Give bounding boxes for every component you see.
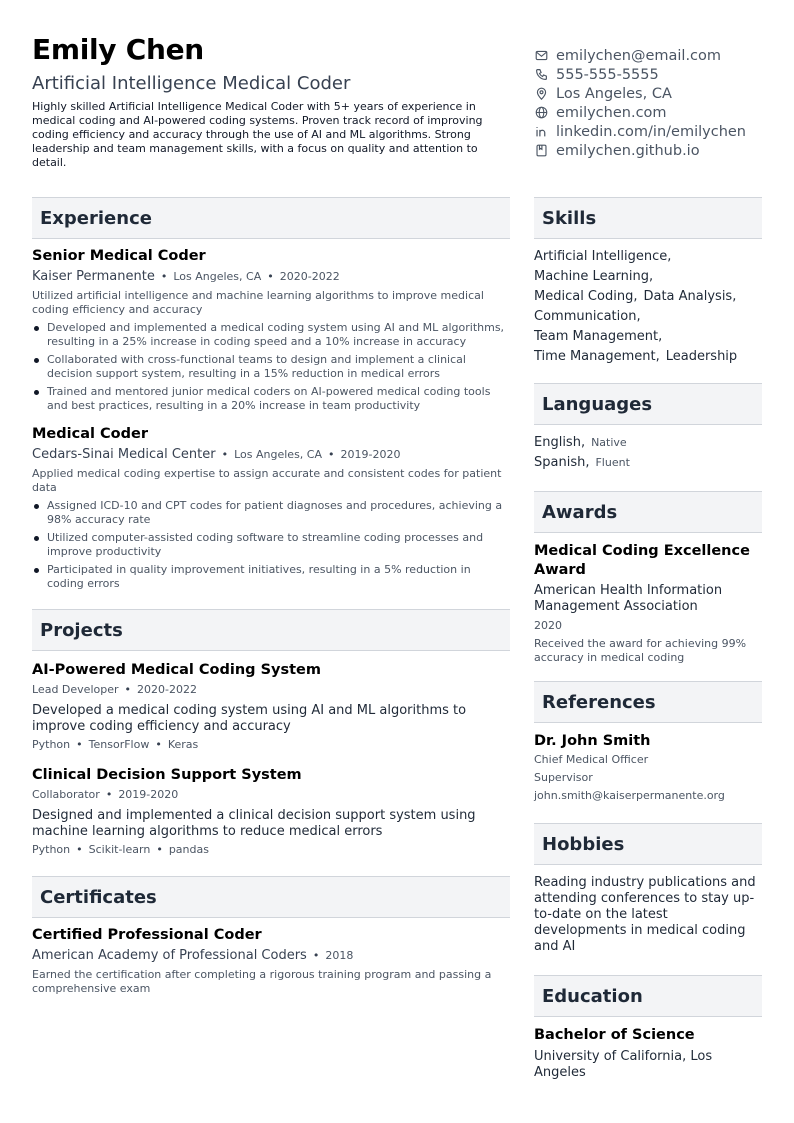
language-name: Spanish, [534, 455, 590, 470]
references-heading: References [534, 681, 762, 723]
project-meta: Lead Developer • 2020-2022 [32, 683, 197, 696]
skill-item: Artificial Intelligence, [534, 249, 672, 264]
job-company: Kaiser Permanente [32, 269, 155, 284]
globe-icon [534, 106, 548, 120]
project-meta: Collaborator • 2019-2020 [32, 788, 179, 801]
languages-heading: Languages [534, 383, 762, 425]
contact-website[interactable] [534, 103, 784, 122]
location-pin-icon [534, 87, 548, 101]
contact-phone[interactable] [534, 65, 784, 84]
project-tags: Python • Scikit-learn • pandas [32, 843, 209, 856]
job-dates: 2019-2020 [340, 448, 401, 461]
contact-location-text: Los Angeles, CA [556, 85, 672, 102]
education-institution: University of California, Los Angeles [534, 1049, 713, 1080]
certificate-issuer: American Academy of Professional Coders [32, 948, 307, 963]
project-title: Clinical Decision Support System [32, 767, 302, 783]
education-heading: Education [534, 975, 762, 1017]
projects-heading: Projects [32, 609, 510, 651]
job-bullet: Utilized computer-assisted coding software to streamline coding processes and improve productivity [32, 531, 510, 559]
award-year: 2020 [534, 619, 562, 632]
reference-relation: Supervisor [534, 771, 593, 784]
language-item [534, 453, 762, 473]
job-meta: Cedars-Sinai Medical Center • Los Angeles, CA • 2019-2020 [32, 447, 401, 462]
job-bullet: Assigned ICD-10 and CPT codes for patient diagnoses and procedures, achieving a 98% accuracy rate [32, 499, 510, 527]
skill-item: Communication, [534, 309, 641, 324]
language-level: Fluent [595, 456, 630, 469]
contact-linkedin[interactable] [534, 122, 784, 141]
linkedin-icon [534, 125, 548, 139]
reference-email[interactable]: john.smith@kaiserpermanente.org [534, 789, 725, 802]
project-role: Lead Developer [32, 683, 119, 696]
project-item [32, 766, 510, 857]
phone-icon [534, 68, 548, 82]
project-description: Designed and implemented a clinical decision support system using machine learning algorithms to reduce medical errors [32, 808, 476, 839]
reference-position: Chief Medical Officer [534, 753, 649, 766]
contact-phone-text: 555-555-5555 [556, 66, 659, 83]
contact-website-text: emilychen.com [556, 104, 667, 121]
award-title: Medical Coding Excellence Award [534, 543, 750, 578]
skill-item: Data Analysis, [643, 289, 737, 304]
certificate-year: 2018 [325, 949, 354, 962]
project-tag: Keras [167, 738, 199, 751]
job-bullets [32, 499, 510, 591]
job-bullets [32, 321, 510, 413]
skills-list [534, 247, 762, 367]
main-column [32, 197, 510, 996]
contact-github[interactable] [534, 141, 784, 160]
certificate-meta: American Academy of Professional Coders • 2018 [32, 948, 354, 963]
project-tags: Python • TensorFlow • Keras [32, 738, 199, 751]
certificates-heading: Certificates [32, 876, 510, 918]
job-company: Cedars-Sinai Medical Center [32, 447, 216, 462]
contact-linkedin-text: linkedin.com/in/emilychen [556, 123, 746, 140]
job-location: Los Angeles, CA [173, 270, 262, 283]
contact-email-text: emilychen@email.com [556, 47, 722, 64]
hobbies-heading: Hobbies [534, 823, 762, 865]
award-item [534, 542, 762, 665]
education-item [534, 1026, 762, 1081]
project-tag: Scikit-learn [88, 843, 151, 856]
project-tag: TensorFlow [88, 738, 150, 751]
certificate-description: Earned the certification after completing a rigorous training program and passing a comprehensive exam [32, 968, 492, 995]
project-role: Collaborator [32, 788, 100, 801]
hobbies-text: Reading industry publications and attending conferences to stay up-to-date on the latest developments in medical coding and AI [534, 875, 756, 954]
skill-item: Leadership [665, 349, 738, 364]
job-meta: Kaiser Permanente • Los Angeles, CA • 2020-2022 [32, 269, 340, 284]
project-tag: pandas [168, 843, 209, 856]
job-bullet: Participated in quality improvement initiatives, resulting in a 5% reduction in coding errors [32, 563, 510, 591]
job-dates: 2020-2022 [279, 270, 340, 283]
language-item [534, 433, 762, 453]
project-tag: Python [32, 843, 71, 856]
reference-item [534, 732, 762, 805]
language-name: English, [534, 435, 586, 450]
resume-header [32, 32, 512, 170]
job-title: Senior Medical Coder [32, 248, 206, 264]
contact-list [534, 46, 784, 160]
certificate-item [32, 926, 510, 996]
skill-item: Time Management, [534, 349, 660, 364]
project-title: AI-Powered Medical Coding System [32, 662, 321, 678]
education-degree: Bachelor of Science [534, 1027, 695, 1043]
summary: Highly skilled Artificial Intelligence Medical Coder with 5+ years of experience in medical coding and AI-powered coding systems. Proven track record of improving coding efficiency and accuracy through the use of AI and ML algorithms. Strong leadership and team management skills, with a focus on quality and attention to detail. [32, 100, 483, 169]
language-level: Native [591, 436, 627, 449]
contact-github-text: emilychen.github.io [556, 142, 700, 159]
reference-name: Dr. John Smith [534, 733, 651, 749]
mail-icon [534, 49, 548, 63]
award-org: American Health Information Management Association [534, 583, 723, 614]
skill-item: Medical Coding, [534, 289, 638, 304]
sidebar-column [534, 197, 762, 1081]
job-bullet: Developed and implemented a medical coding system using AI and ML algorithms, resulting in a 25% increase in coding speed and a 10% increase in accuracy [32, 321, 510, 349]
project-description: Developed a medical coding system using AI and ML algorithms to improve coding efficiency and accuracy [32, 703, 467, 734]
job-title: Medical Coder [32, 426, 148, 442]
project-tag: Python [32, 738, 71, 751]
project-item [32, 661, 510, 752]
job-description: Utilized artificial intelligence and machine learning algorithms to improve medical coding efficiency and accuracy [32, 289, 484, 316]
contact-location [534, 84, 784, 103]
job-bullet: Trained and mentored junior medical coders on AI-powered medical coding tools and best practices, resulting in a 20% increase in team productivity [32, 385, 510, 413]
skill-item: Team Management, [534, 329, 663, 344]
skill-item: Machine Learning, [534, 269, 654, 284]
languages-list [534, 433, 762, 473]
job-location: Los Angeles, CA [234, 448, 323, 461]
award-description: Received the award for achieving 99% accuracy in medical coding [534, 637, 747, 664]
candidate-title: Artificial Intelligence Medical Coder [32, 73, 351, 94]
certificate-title: Certified Professional Coder [32, 927, 262, 943]
experience-heading: Experience [32, 197, 510, 239]
project-dates: 2020-2022 [137, 683, 197, 696]
job-description: Applied medical coding expertise to assign accurate and consistent codes for patient data [32, 467, 502, 494]
awards-heading: Awards [534, 491, 762, 533]
experience-item [32, 247, 510, 413]
contact-email[interactable] [534, 46, 784, 65]
experience-item [32, 425, 510, 591]
skills-heading: Skills [534, 197, 762, 239]
candidate-name: Emily Chen [32, 33, 204, 66]
project-dates: 2019-2020 [118, 788, 179, 801]
job-bullet: Collaborated with cross-functional teams to design and implement a clinical decision support system, resulting in a 15% reduction in medical errors [32, 353, 510, 381]
github-icon [534, 144, 548, 158]
